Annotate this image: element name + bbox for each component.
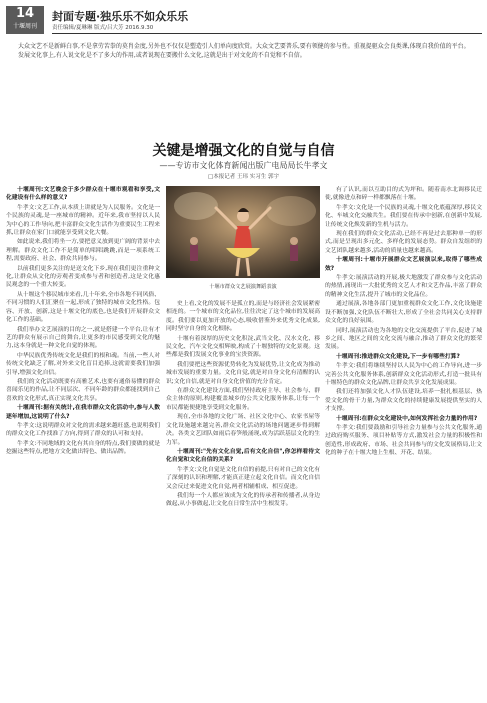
article-subtitle: ——专访市文化体育新闻出版广电局局长牛孝文 [159,161,328,170]
article-byline: □本报记者 王玮 实习生 郭宇 [208,174,279,180]
interview-paragraph: 现在我们的群众文化活动,已经不再是过去那种单一的形式,而是呈现出多元化、多样化的发展态势。群众自发组织的文艺团队越来越多,活动的质量也越来越高。 [325,231,482,254]
interview-paragraph: 牛孝文:这说明群众对文化的需求越来越旺盛,也说明我们的群众文化工作找准了方向,得到了群众的认可和支持。 [6,422,160,438]
page-header [0,0,487,38]
interview-paragraph: 牛孝文:我们将继续坚持以人民为中心的工作导向,进一步完善公共文化服务体系,创新群众文化活动形式,打造一批具有十堰特色的群众文化品牌,让群众共享文化发展成果。 [325,363,482,386]
page-number-badge [6,6,44,34]
interview-paragraph: 史上看,文化的发展不是孤立的,而是与经济社会发展紧密相连的。一个城市的文化品位,往往决定了这个城市的发展高度。我们要以更加开放的心态,吸收借鉴外来优秀文化成果,同时坚守自身的文化根脉。 [166,301,320,333]
interview-paragraph: 牛孝文:文化是一个民族的灵魂,十堰文化底蕴深厚,移民文化、车城文化交融共生。我们要在传承中创新,在创新中发展,让传统文化焕发新的生机与活力。 [325,204,482,228]
interview-paragraph: 我们要把这些资源优势转化为发展优势,让文化成为推动城市发展的重要力量。文化自觉,就是对自身文化有清醒的认识;文化自信,就是对自身文化价值的充分肯定。 [166,361,320,385]
page-label: 十堰周刊 [12,23,37,30]
interview-question: 十堰周刊:"先有文化自觉,后有文化自信",你怎样看待文化自觉和文化自信的关系? [166,448,320,464]
interview-paragraph: 牛孝文:我们要鼓励和引导社会力量参与公共文化服务,通过政府购买服务、项目补贴等方式,激发社会力量的积极性和创造性,形成政府、市场、社会共同参与的文化发展格局,让文化的种子在十堰大地上生根、开花、结果。 [325,424,482,457]
interview-paragraph: 同时,展演活动也为各地的文化交流提供了平台,促进了城乡之间、地区之间的文化交流与融合,推动了群众文化的繁荣发展。 [325,327,482,351]
interview-question: 十堰周刊:文艺晚会于多少群众在十堰市观看和享受,文化建设有什么样的意义? [6,187,160,202]
interview-paragraph: 现在,全市各地的文化广场、社区文化中心、农家书屋等文化设施越来越完善,群众文化活动的场地问题逐步得到解决。各类文艺团队如雨后春笋般涌现,成为活跃基层文化的生力军。 [166,414,320,446]
section-title: 封面专题·独乐乐不如众乐乐 [52,10,189,23]
interview-paragraph: 牛孝文:文化自觉是文化自信的前提,只有对自己的文化有了深刻的认识和理解,才能真正建立起文化自信。而文化自信又会反过来促进文化自觉,两者相辅相成、相互促进。 [166,466,320,490]
interview-question: 十堰周刊:据有关统计,在我市群众文化活动中,参与人数逐年增加,这说明了什么? [6,405,160,420]
interview-paragraph: 如此说来,我们将坐一方,要把意义放到更广阔的背景中去理解。群众文化工作不是简单的唱唱跳跳,而是一项系统工程,需要政府、社会、群众共同参与。 [6,239,160,263]
interview-paragraph: 我们举办文艺展演的目的之一,就是搭建一个平台,让有才艺的群众有展示自己的舞台,让更多的市民感受到文化的魅力,这本身就是一种文化自觉的体现。 [6,326,160,350]
dance-photo [166,186,320,278]
text-column-middle [166,300,320,698]
interview-paragraph: 牛孝文:文艺工作,从本质上讲就是为人民服务。文化是一个民族的灵魂,是一座城市的精神。近年来,我市坚持以人民为中心的工作导向,把丰富群众文化生活作为重要民生工程来抓,让群众在家门口就能享受到文化大餐。 [6,204,160,237]
interview-paragraph: 以前我们更多关注的是送文化下乡,现在我们更注重种文化,让群众从文化的旁观者变成参与者和创造者,这是文化惠民观念的一个重大转变。 [6,265,160,289]
interview-paragraph: 从十堰这个移民城市来看,几十年来,全市各地不同风俗、不同习惯的人们汇聚在一起,形成了独特的城市文化性格。包容、开放、创新,这是十堰文化的底色,也是我们开展群众文化工作的基础。 [6,291,160,324]
text-column-left [6,186,160,698]
intro-paragraph: 大众文艺不是新鲜白事,不是拿劳苦拳的莫肖金度,另外也不仅仅是塑造引人们单向度欣赏。大众文艺要普乐,要有领健的参与性。重视提驱众会良类课,体现自我价值的平台。 [18,43,470,50]
interview-question: 十堰周刊:十堰市开展群众文艺展演以来,取得了哪些成效? [325,257,482,272]
page-number: 14 [15,6,35,21]
interview-paragraph: 牛孝文:展演活动的开展,极大地激发了群众参与文化活动的热情,涌现出一大批优秀的文艺人才和文艺作品,丰富了群众的精神文化生活,提升了城市的文化品位。 [325,275,482,298]
article-headline: 关键是增强文化的自觉与自信 [152,143,335,159]
intro-paragraph: 发展文化事上,有人说文化是不了多大的作用,或者说现在要搬什么文化,这就是出于对文化的不自觉和不自信。 [18,52,306,59]
interview-question: 十堰周刊:推进群众文化建设,下一步有哪些打算? [336,353,460,360]
intro-text [6,42,482,60]
section-meta: 责任编辑/夏琳琳 版式/吕大芳 2016.9.30 [52,25,154,31]
interview-paragraph: 我们每一个人都应该成为文化的传承者和传播者,从身边做起,从小事做起,让文化在日常生活中生根发芽。 [166,492,320,508]
interview-paragraph: 我们还将加强文化人才队伍建设,培养一批扎根基层、热爱文化的骨干力量,为群众文化的持续健康发展提供坚实的人才支撑。 [325,389,482,413]
interview-paragraph: 我们的文化活动既要有高雅艺术,也要有通俗易懂的群众喜闻乐见的作品,让不同层次、不同年龄的群众都能找到自己喜欢的文化形式,真正实现文化共享。 [6,378,160,402]
photo-caption: 十堰市群众文艺展演舞蹈表演 [209,284,277,290]
dancer-illustration [166,186,320,278]
header-divider [52,33,482,34]
interview-paragraph: 通过展演,各地各部门更加重视群众文化工作,文化设施建设不断加强,文化队伍不断壮大,形成了全社会共同关心支持群众文化的良好氛围。 [325,301,482,325]
interview-paragraph: 十堰有着深厚的历史文化积淀,武当文化、汉水文化、移民文化、汽车文化交相辉映,构成了十堰独特的文化景观。这些都是我们发展文化事业的宝贵资源。 [166,335,320,359]
interview-paragraph: 在群众文化建设方面,我们坚持政府主导、社会参与、群众主体的原则,构建覆盖城乡的公共文化服务体系,让每一个市民都能便捷地享受到文化服务。 [166,388,320,411]
interview-paragraph: 中华民族优秀传统文化是我们的根和魂。当前,一些人对传统文化缺乏了解,对外来文化盲目追捧,这就需要我们加强引导,增强文化自信。 [6,352,160,376]
interview-paragraph: 有了认识,而以互助目的式为坪和。随着南水北调移民迁徙,就像进点和碎一样都飘落在十堰。 [325,187,482,202]
text-column-right [325,186,482,698]
interview-question: 十堰周刊:在群众文化建设中,如何发挥社会力量的作用? [336,415,478,422]
interview-paragraph: 牛孝文:不同地域的文化有其自身的特点,我们要做的就是挖掘这些特点,把地方文化做出特色、做出品牌。 [6,440,160,456]
